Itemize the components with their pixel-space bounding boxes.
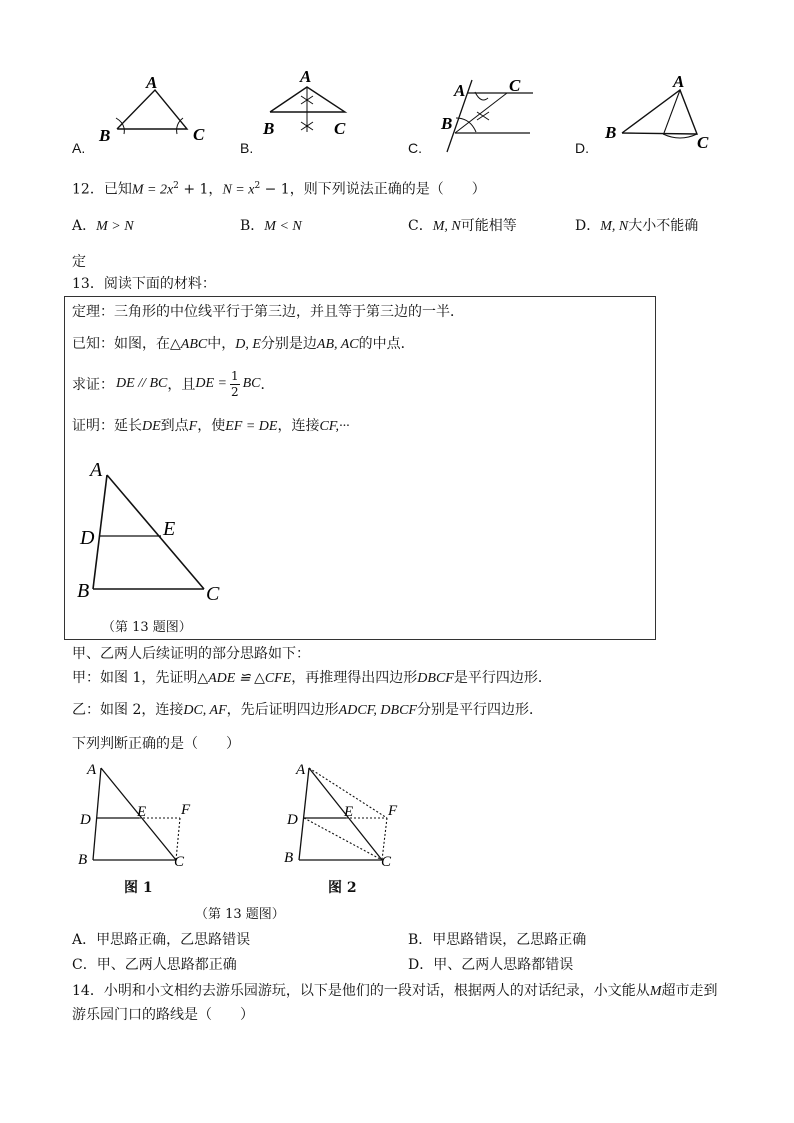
q11-figure-a [98, 73, 205, 145]
q13-known-b: 中， [207, 336, 236, 352]
q13-fig-label-c: C [206, 583, 220, 605]
q13-known-c: 分别是边 [260, 336, 317, 352]
q12-stem-prefix: 12．已知 [72, 181, 132, 198]
q11d-label-c: C [697, 133, 709, 152]
q12-option-b-math: M < N [264, 219, 302, 234]
q12-n-expr: N = x [222, 182, 255, 198]
q13-proof-c: ，使 [197, 418, 226, 434]
q11b-label-c: C [334, 119, 346, 138]
fig2-label-c: C [381, 854, 392, 870]
q14-line1-b: 超市走到 [661, 983, 718, 999]
q12-m-expr: M = 2x [131, 182, 174, 198]
q12-option-a-letter: A． [72, 218, 97, 234]
q13-known [72, 334, 415, 355]
q13-yi-quads: ADCF, DBCF [338, 703, 417, 718]
q11-option-d[interactable]: D. [575, 140, 589, 156]
q11b-label-a: A [300, 67, 312, 86]
q13-figure-1 [78, 762, 191, 870]
q12-option-d-continued: 定 [72, 254, 86, 270]
q12-m-exponent: 2 [173, 181, 179, 191]
q11-figure-c [440, 76, 533, 152]
q12-option-c[interactable] [408, 216, 517, 237]
fig1-label-d: D [80, 812, 91, 828]
q13-jia-b: ，再推理得出四边形 [291, 670, 418, 686]
q13-proof-de: DE [142, 419, 161, 434]
q13-option-b[interactable]: B．甲思路错误，乙思路正确 [408, 932, 587, 948]
q13-fraction [230, 369, 240, 400]
q13-known-a: 已知：如图，在 [72, 336, 170, 352]
q11-option-c[interactable]: C. [408, 140, 422, 156]
q13-yi-c: 分别是平行四边形． [416, 702, 543, 718]
q13-proof-cf: CF,··· [319, 419, 350, 434]
fig2-label-a: A [296, 762, 306, 778]
q11c-label-c: C [509, 76, 521, 95]
q11-option-b[interactable]: B. [240, 140, 254, 156]
q12-option-d-math: M, N [600, 219, 629, 234]
q13-known-sides: AB, AC [316, 337, 359, 352]
q14-line1-m: M [649, 984, 662, 999]
q13-prove-eq: DE = [195, 376, 227, 391]
q11-figures [0, 60, 794, 160]
fig2-label-d: D [287, 812, 298, 828]
fig2-label-f: F [388, 803, 398, 819]
fig2-label-b: B [284, 850, 294, 866]
fig1-label-b: B [78, 852, 88, 868]
q13-option-d[interactable]: D．甲、乙两人思路都错误 [408, 957, 574, 973]
q13-judge: 下列判断正确的是（ ） [72, 736, 240, 752]
q13-known-de: D, E [235, 337, 261, 352]
q11-option-a[interactable]: A. [72, 140, 86, 156]
q13-option-a[interactable]: A．甲思路正确，乙思路错误 [72, 932, 251, 948]
q12-option-a-math: M > N [96, 219, 134, 234]
q13-proof-d: ，连接 [277, 418, 320, 434]
q13-yi-a: 乙：如图 2，连接 [72, 702, 184, 718]
q11-figure-d [604, 72, 709, 152]
q12-option-c-letter: C． [408, 218, 433, 234]
q13-fig-label-d: D [80, 527, 95, 549]
q12-stem [72, 176, 486, 201]
q11a-label-b: B [99, 126, 111, 145]
q13-fig-label-b: B [77, 580, 90, 602]
q12-option-b-letter: B． [240, 218, 265, 234]
q14-stem-line2: 游乐园门口的路线是（ ） [72, 1007, 254, 1023]
q13-prove-par: DE // BC [116, 376, 168, 391]
q13-fig1-caption: 图 1 [124, 880, 153, 896]
q13-fig-caption-2: （第 13 题图） [195, 907, 285, 922]
q14-stem-line1 [72, 981, 717, 1002]
q11d-label-a: A [673, 72, 685, 91]
q13-fig2-caption: 图 2 [328, 880, 357, 896]
fig1-label-a: A [87, 762, 97, 778]
q11-figure-b [262, 67, 346, 138]
q13-fig-caption: （第 13 题图） [102, 620, 192, 635]
q13-fig-label-a: A [90, 459, 103, 481]
q13-prove-a: 求证： [72, 377, 114, 393]
q11d-label-b: B [605, 123, 617, 142]
q13-jia-quad: DBCF [417, 671, 454, 686]
q11c-label-b: B [441, 114, 453, 133]
q13-follow: 甲、乙两人后续证明的部分思路如下： [72, 646, 310, 662]
q13-theorem: 定理：三角形的中位线平行于第三边，并且等于第三边的一半． [72, 304, 464, 320]
q13-proof [72, 416, 350, 437]
q13-prove-b: ，且 [167, 377, 196, 393]
q13-option-c[interactable]: C．甲、乙两人思路都正确 [72, 957, 237, 973]
q11c-label-a: A [454, 81, 466, 100]
q13-triangle-figure [70, 450, 250, 610]
q13-known-d: 的中点． [358, 336, 415, 352]
q13-jia-a: 甲：如图 1，先证明 [72, 670, 198, 686]
q12-n-exponent: 2 [254, 181, 261, 191]
q13-prove-end: ． [260, 377, 275, 393]
q13-stem: 13．阅读下面的材料： [72, 276, 216, 292]
q13-yi-lines: DC, AF [183, 703, 227, 718]
q13-proof-f: F [188, 419, 198, 434]
q11a-label-a: A [146, 73, 158, 92]
q12-option-d-letter: D． [575, 218, 601, 234]
q13-proof-a: 证明：延长 [72, 418, 142, 434]
q14-line1-a: 14．小明和小文相约去游乐园游玩，以下是他们的一段对话，根据两人的对话纪录，小文能从 [72, 983, 650, 999]
q13-jia [72, 668, 552, 689]
q13-jia-c: 是平行四边形． [453, 670, 552, 686]
q13-prove-bc: BC [242, 376, 261, 391]
q12-option-d[interactable] [575, 216, 698, 237]
q11a-label-c: C [193, 125, 205, 144]
q12-option-c-text: 可能相等 [460, 218, 517, 234]
q13-figure-1-2 [70, 755, 410, 875]
q12-m-plus: + 1， [178, 181, 223, 198]
q13-known-tri: △ABC [170, 337, 208, 352]
q12-option-a[interactable] [72, 216, 134, 237]
q12-option-c-math: M, N [432, 219, 461, 234]
fig1-label-e: E [137, 804, 147, 820]
q12-option-d-text: 大小不能确 [628, 218, 699, 234]
q13-yi-b: ，先后证明四边形 [226, 702, 339, 718]
q13-figure-2 [284, 762, 398, 870]
q13-fig-label-e: E [163, 518, 176, 540]
q13-proof-b: 到点 [160, 418, 189, 434]
q13-prove [72, 366, 274, 402]
q13-frac-num: 1 [230, 368, 239, 383]
q12-stem-suffix: ，则下列说法正确的是（ ） [289, 181, 486, 198]
q13-jia-cong: △ADE ≌ △CFE [197, 671, 292, 686]
q13-proof-eq: EF = DE [225, 419, 278, 434]
fig2-label-e: E [344, 804, 354, 820]
q12-n-minus: − 1 [260, 181, 290, 198]
fig1-label-c: C [174, 854, 185, 870]
q13-yi [72, 700, 543, 721]
q11b-label-b: B [263, 119, 275, 138]
fig1-label-f: F [181, 802, 191, 818]
q12-option-b[interactable] [240, 216, 302, 237]
q13-frac-den: 2 [230, 384, 239, 399]
